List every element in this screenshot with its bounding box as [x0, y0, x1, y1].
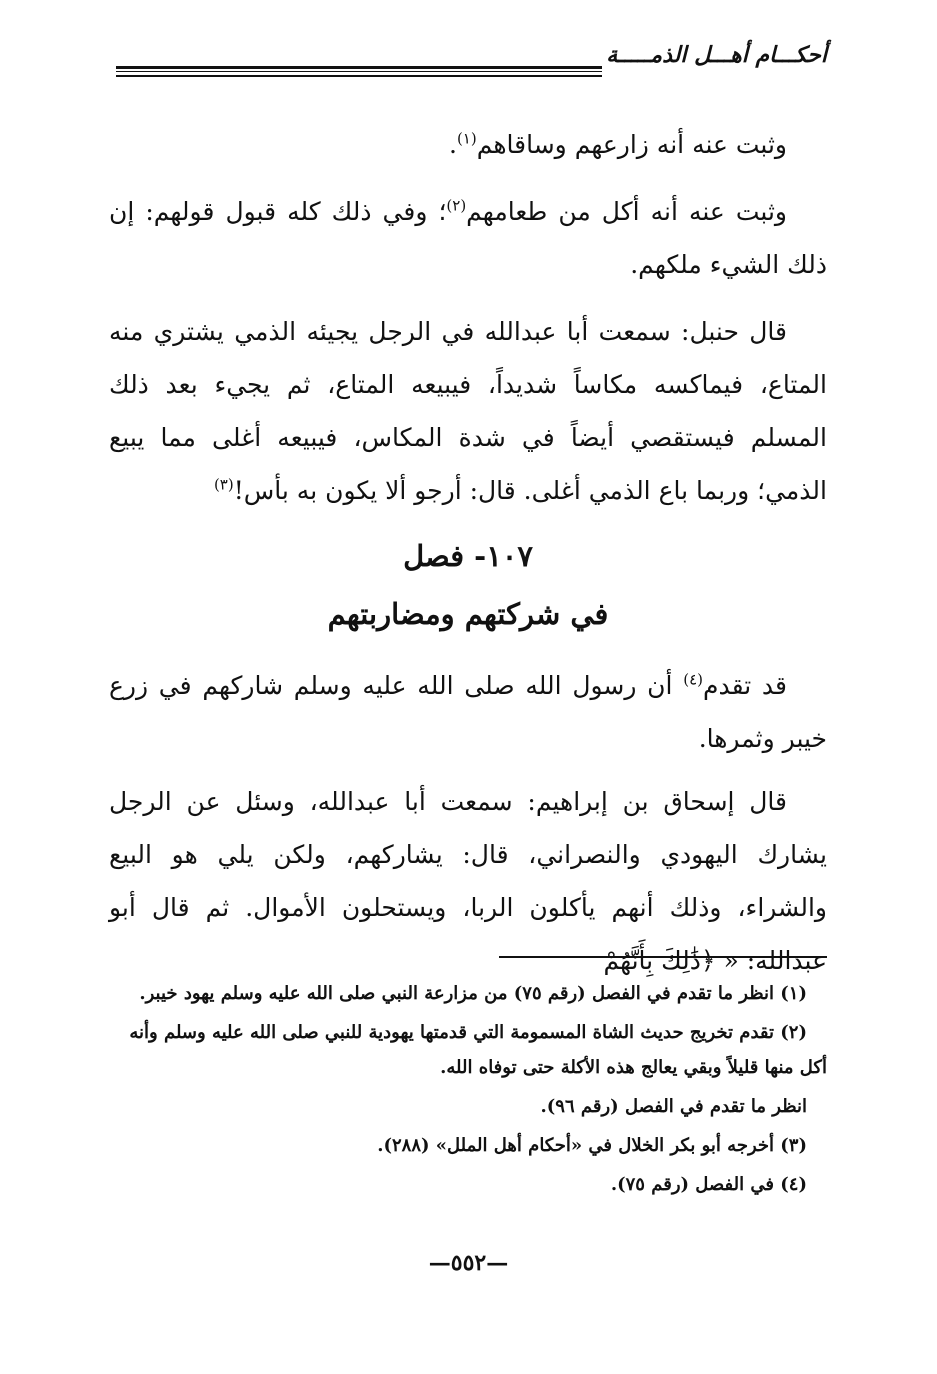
header-rule [116, 66, 602, 77]
footnote-1: (١) انظر ما تقدم في الفصل (رقم ٧٥) من مزارعة النبي صلى الله عليه وسلم يهود خيبر. [139, 983, 807, 1004]
paragraph-text: قال حنبل: سمعت أبا عبدالله في الرجل يجيئه الذمي يشتري منه المتاع، فيماكسه مكاساً شديداً، فيبيعه المتاع، ثم يجيء بعد ذلك المسلم فيستقصي أيضاً في شدة المكاس، فيبيعه أغلى مما يبيع الذمي؛ وربما باع الذمي أغلى. قال: أرجو ألا يكون به بأس! [109, 317, 827, 505]
paragraph-text: وثبت عنه أنه زارعهم وساقاهم [476, 130, 787, 159]
paragraph-3 [109, 305, 827, 517]
paragraph-text-end: ؛ وفي ذلك كله قبول قولهم: إن ذلك الشيء ملكهم. [109, 197, 827, 279]
paragraph-1 [109, 118, 827, 171]
footnote-ref-1[interactable]: (١) [456, 129, 477, 148]
footnote-ref-2[interactable]: (٢) [446, 196, 467, 215]
page-number: —٥٥٢— [428, 1250, 509, 1276]
footnote-rule [499, 956, 827, 958]
section-number: ١٠٧- فصل [403, 539, 533, 573]
paragraph-text-start: قد تقدم [702, 671, 787, 700]
paragraph-text-end: . [448, 130, 457, 159]
paragraph-4 [109, 659, 827, 765]
footnotes [109, 976, 827, 1206]
paragraph-text: وثبت عنه أنه أكل من طعامهم [466, 197, 787, 226]
paragraph-text: أن رسول الله صلى الله عليه وسلم شاركهم في زرع خيبر وثمرها. [109, 671, 827, 753]
main-text [109, 118, 827, 997]
section-title: في شركتهم ومضاربتهم [327, 597, 609, 631]
footnote-3: (٣) أخرجه أبو بكر الخلال في «أحكام أهل الملل» (٢٨٨). [377, 1135, 807, 1156]
footnote-2-see-also: انظر ما تقدم في الفصل (رقم ٩٦). [540, 1096, 807, 1117]
footnote-2: (٢) تقدم تخريج حديث الشاة المسمومة التي قدمتها يهودية للنبي صلى الله عليه وسلم وأنه أكل منها قليلاً وبقي يعالج هذه الأكلة حتى توفاه الله. [129, 1022, 827, 1078]
footnote-4: (٤) في الفصل (رقم ٧٥). [610, 1174, 807, 1195]
running-head: أحكـــام أهـــل الذمـــــة [606, 42, 827, 68]
paragraph-text: قال إسحاق بن إبراهيم: سمعت أبا عبدالله، وسئل عن الرجل يشارك اليهودي والنصراني، قال: يشاركهم، ولكن يلي هو البيع والشراء، وذلك أنهم يأكلون الربا، ويستحلون الأموال. ثم قال أبو عبدالله: « ﴿ذَٰلِكَ بِأَنَّهُمْ [109, 787, 827, 975]
paragraph-2 [109, 185, 827, 291]
footnote-ref-3[interactable]: (٣) [213, 475, 234, 494]
footnote-ref-4[interactable]: (٤) [683, 670, 703, 689]
